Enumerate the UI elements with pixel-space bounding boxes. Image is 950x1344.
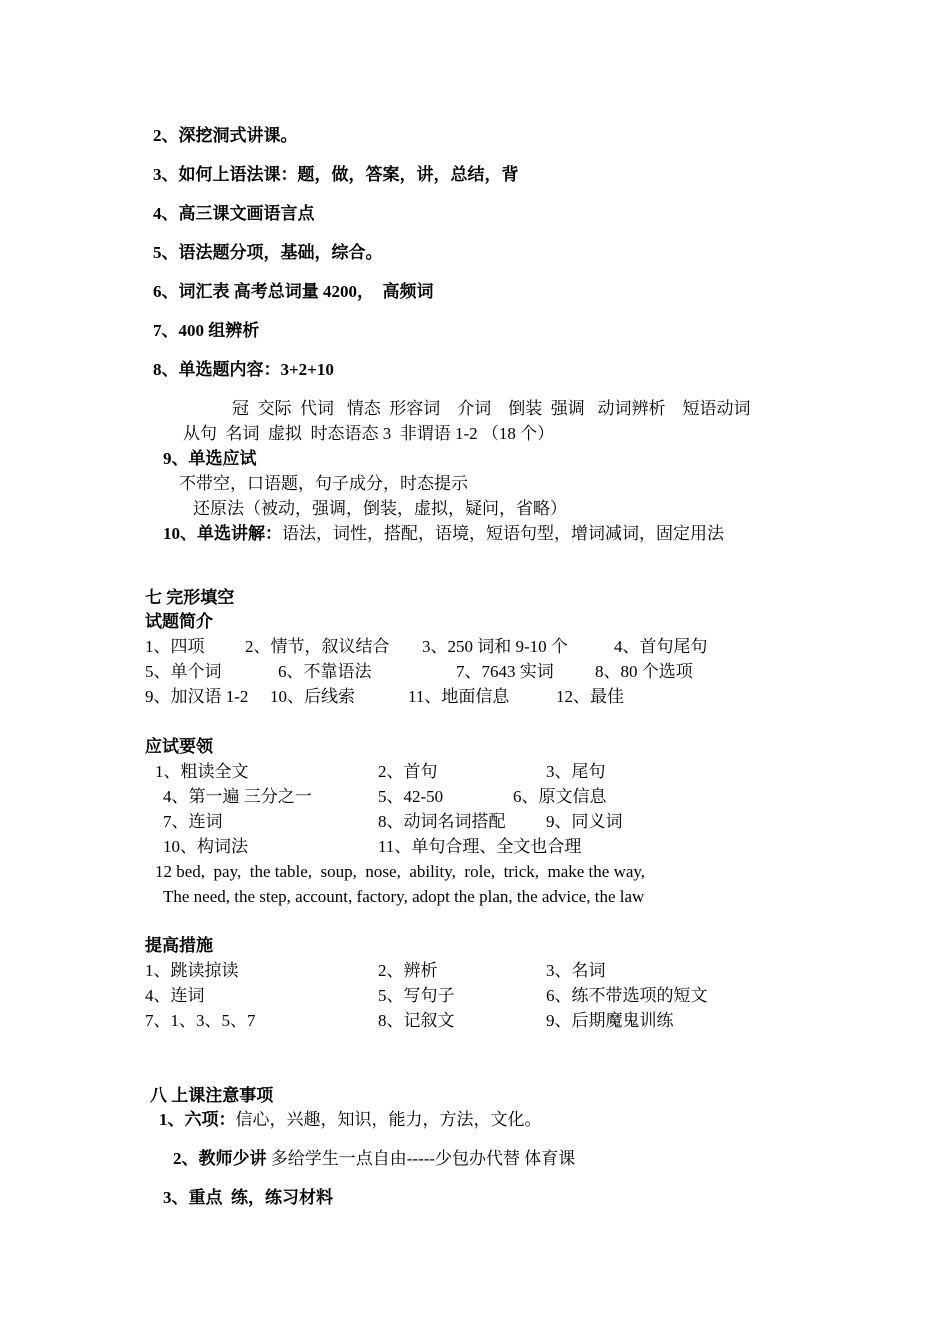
tips-cell: 8、动词名词搭配 (378, 812, 506, 831)
item-10 (163, 523, 724, 545)
item-2-label: 2、教师少讲 (173, 1149, 267, 1168)
tips-line-12: 12 bed, pay, the table, soup, nose, ability, role, trick, make the way, (155, 862, 646, 881)
item-2-text: 多给学生一点自由-----少包办代替 体育课 (266, 1149, 576, 1168)
tips-cell: 9、同义词 (546, 812, 623, 831)
tips-cell: 7、连词 (163, 812, 223, 831)
tips-cell: 10、构词法 (163, 837, 248, 856)
item-8-detail-2: 从句 名词 虚拟 时态语态 3 非谓语 1-2 （18 个） (183, 424, 555, 443)
improve-heading: 提高措施 (145, 936, 213, 955)
item-10-text: 语法，词性，搭配，语境，短语句型，增词减词，固定用法 (282, 524, 724, 543)
item-9-detail-2: 还原法（被动，强调，倒装，虚拟，疑问，省略） (193, 499, 567, 518)
improve-cell: 1、跳读掠读 (145, 961, 239, 980)
tips-cell: 2、首句 (378, 762, 438, 781)
improve-cell: 3、名词 (546, 961, 606, 980)
improve-cell: 2、辨析 (378, 961, 438, 980)
item-9: 9、单选应试 (163, 449, 257, 468)
item-2: 2、深挖洞式讲课。 (153, 126, 298, 145)
intro-cell: 3、250 词和 9-10 个 (422, 637, 568, 656)
item-4: 4、高三课文画语言点 (153, 204, 315, 223)
intro-cell: 9、加汉语 1-2 (145, 687, 249, 706)
intro-cell: 8、80 个选项 (595, 662, 693, 681)
item-5: 5、语法题分项，基础，综合。 (153, 243, 383, 262)
improve-cell: 9、后期魔鬼训练 (546, 1011, 674, 1030)
item-1-label: 1、六项： (159, 1110, 236, 1129)
tips-heading: 应试要领 (145, 737, 213, 756)
item-3: 3、如何上语法课：题，做，答案，讲，总结，背 (153, 165, 519, 184)
intro-cell: 6、不靠语法 (278, 662, 372, 681)
section-eight-item-3: 3、重点 练，练习材料 (163, 1188, 333, 1207)
item-9-detail-1: 不带空，口语题，句子成分，时态提示 (179, 474, 468, 493)
item-10-label: 10、单选讲解： (163, 524, 282, 543)
section-seven-title: 七 完形填空 (145, 588, 235, 607)
tips-cell: 11、单句合理、全文也合理 (378, 837, 582, 856)
item-8: 8、单选题内容：3+2+10 (153, 360, 334, 379)
intro-cell: 12、最佳 (556, 687, 624, 706)
improve-cell: 8、记叙文 (378, 1011, 455, 1030)
section-eight-title: 八 上课注意事项 (150, 1086, 274, 1105)
intro-cell: 10、后线索 (270, 687, 355, 706)
intro-cell: 1、四项 (145, 637, 205, 656)
tips-cell: 5、42-50 (378, 787, 444, 806)
intro-cell: 7、7643 实词 (456, 662, 554, 681)
improve-cell: 4、连词 (145, 986, 205, 1005)
tips-cell: 3、尾句 (546, 762, 606, 781)
intro-heading: 试题简介 (145, 612, 213, 631)
item-7: 7、400 组辨析 (153, 321, 260, 340)
intro-cell: 5、单个词 (145, 662, 222, 681)
tips-cell: 4、第一遍 三分之一 (163, 787, 312, 806)
intro-cell: 11、地面信息 (408, 687, 510, 706)
tips-line-13: The need, the step, account, factory, adopt the plan, the advice, the law (163, 887, 645, 906)
section-eight-item-1 (159, 1109, 542, 1131)
improve-cell: 6、练不带选项的短文 (546, 986, 708, 1005)
intro-cell: 4、首句尾句 (614, 637, 708, 656)
improve-cell: 7、1、3、5、7 (145, 1011, 256, 1030)
improve-cell: 5、写句子 (378, 986, 455, 1005)
item-1-text: 信心，兴趣，知识，能力，方法，文化。 (235, 1110, 542, 1129)
item-6: 6、词汇表 高考总词量 4200， 高频词 (153, 282, 434, 301)
tips-cell: 6、原文信息 (513, 787, 607, 806)
tips-cell: 1、粗读全文 (155, 762, 249, 781)
section-eight-item-2 (173, 1148, 575, 1170)
intro-cell: 2、情节，叙议结合 (245, 637, 390, 656)
item-8-detail-1: 冠 交际 代词 情态 形容词 介词 倒装 强调 动词辨析 短语动词 (232, 399, 751, 418)
